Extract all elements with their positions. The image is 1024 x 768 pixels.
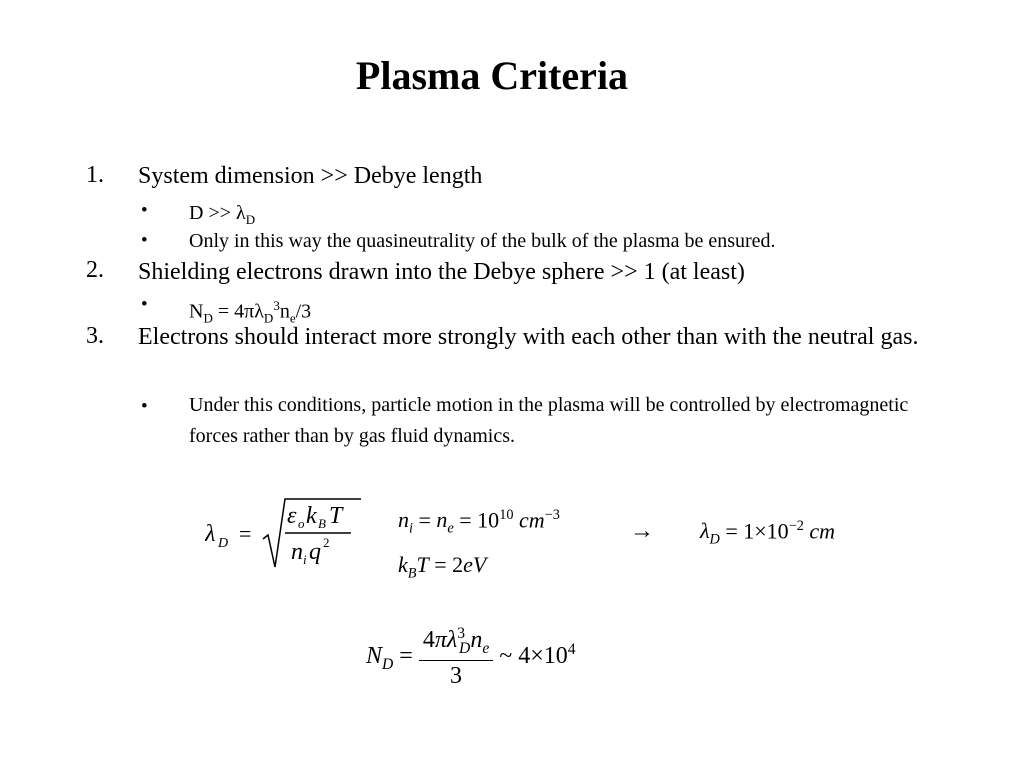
slide-title: Plasma Criteria	[355, 53, 629, 98]
condition-temperature: $k_BT = 2eV$	[398, 551, 487, 582]
svg-text:k: k	[306, 503, 317, 529]
equation-debye-result: $\lambda_D = 1\times 10^{-2}$ cm	[700, 518, 836, 548]
svg-text:=: =	[239, 521, 252, 546]
svg-text:λ: λ	[205, 521, 216, 547]
svg-text:n: n	[291, 539, 303, 565]
fraction: $\frac{4\pi\lambda^3_Dn_e}{3}$	[419, 625, 493, 690]
item-text-1: System dimension >> Debye length	[138, 163, 483, 189]
equation-debye-length	[205, 495, 365, 581]
bullet-item-2-1: $N_D = 4\pi\lambda_D^3n_e/3$	[189, 298, 312, 326]
item-number-3: 3.	[86, 323, 104, 349]
debye-length-formula	[205, 495, 365, 575]
svg-text:ε: ε	[287, 503, 297, 529]
item-number-1: 1.	[86, 162, 104, 188]
bullet-marker: •	[141, 230, 148, 251]
item-number-2: 2.	[86, 257, 104, 283]
bullet-marker: •	[141, 294, 148, 315]
item-text-2: Shielding electrons drawn into the Debye sphere >> 1 (at least)	[138, 259, 745, 285]
svg-text:B: B	[318, 516, 326, 531]
arrow-icon: →	[630, 518, 654, 544]
bullet-marker: •	[141, 200, 148, 221]
svg-text:D: D	[218, 536, 229, 551]
bullet-item-1-2: Only in this way the quasineutrality of the bulk of the plasma be ensured.	[189, 230, 776, 252]
bullet-item-3-1: Under this conditions, particle motion in the plasma will be controlled by electromagnetic forces rather than by gas fluid dynamics.	[189, 394, 909, 447]
svg-text:o: o	[298, 516, 305, 531]
condition-density: $n_i = n_e = 10^{10}$ $cm^{-3}$	[398, 507, 560, 537]
equation-number-in-sphere: $N_D$ = $\frac{4\pi\lambda^3_Dn_e}{3}$ ~ $4\times 10^4$	[366, 625, 576, 689]
svg-text:T: T	[329, 503, 343, 529]
item-text-3: Electrons should interact more strongly with each other than with the neutral gas.	[138, 324, 919, 350]
bullet-marker: •	[141, 396, 148, 417]
equation-conditions	[398, 497, 560, 591]
svg-text:q: q	[309, 539, 321, 565]
svg-text:2: 2	[323, 535, 330, 550]
bullet-item-1-1: $D >> \lambda_D$	[189, 202, 256, 227]
svg-text:i: i	[303, 552, 307, 567]
